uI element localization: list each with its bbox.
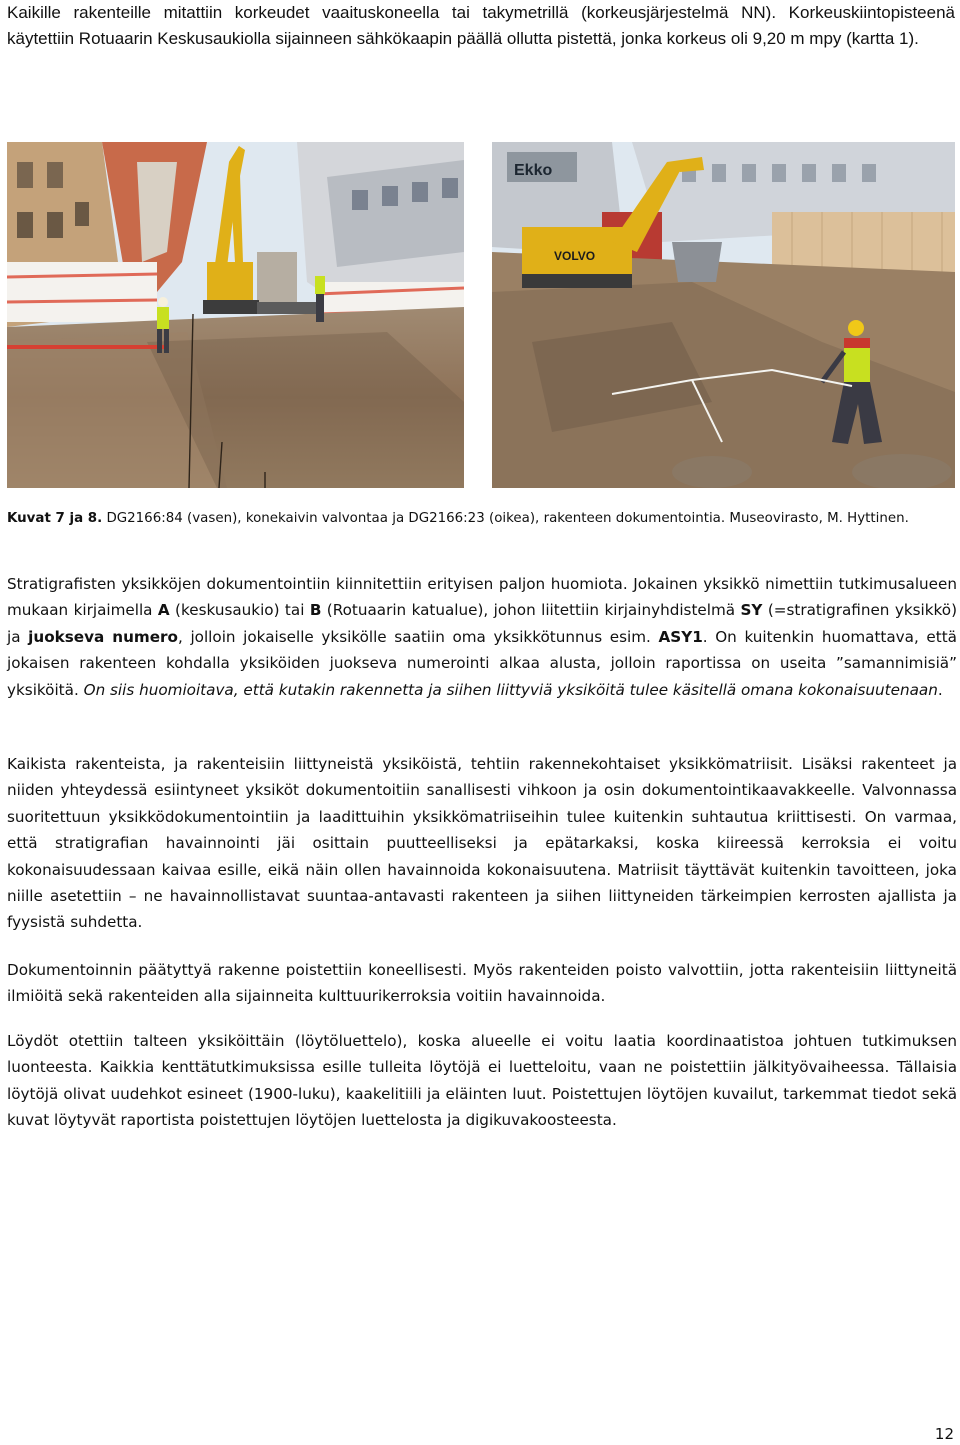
caption-text: DG2166:84 (vasen), konekaivin valvontaa ja DG2166:23 (oikea), rakenteen dokumentointia. Museovirasto, M. Hyttinen. (106, 511, 909, 526)
page-number: 12 (934, 1425, 954, 1443)
caption-label: Kuvat 7 ja 8. (7, 511, 103, 526)
excavator-brand-text: VOLVO (554, 249, 596, 263)
bold-run: A (157, 601, 170, 620)
bold-run: ASY1 (658, 627, 703, 646)
text-run: , jolloin jokaiselle yksikölle saatiin oma yksikkötunnus esim. (177, 627, 659, 646)
bold-run: juokseva numero (28, 627, 178, 646)
text-run: (keskusaukio) tai (169, 601, 310, 620)
shop-sign-text: Ekko (514, 162, 553, 179)
matrix-paragraph: Kaikista rakenteista, ja rakenteisiin liittyneistä yksiköistä, tehtiin rakennekohtaiset yksikkömatriisit. Lisäksi rakenteet ja niiden yhteydessä esiintyneet yksiköt dokumentoitiin sanallisesti vihkoon ja osin dokumentointikaavakkeelle. Valvonnassa suoritettuun yksikködokumentointiin ja laadittuihin yksikkömatriiseihin tulee kuitenkin suhtautua kriittisesti. On varmaa, että stratigrafian havainnointi jäi osittain puutteelliseksi ja epätarkaksi, koska kiireessä kerroksia ei voitu kokonaisuudessaan kaivaa esille, eikä näin ollen havainnoida kokonaisuutena. Matriisit täyttävät kuitenkin tavoitteen, joka niille asetettiin – ne havainnollistavat suuntaa-antavasti rakenteen ja siihen liittyneiden tärkeimpien kerrosten ajallista ja fyysistä suhdetta. (7, 755, 957, 932)
bold-run: SY (740, 601, 763, 620)
intro-paragraph: Kaikille rakenteille mitattiin korkeudet vaaituskoneella tai takymetrillä (korkeusjärjestelmä NN). Korkeuskiintopisteenä käytettiin Rotuaarin Keskusaukiolla sijainneen sähkökaapin päällä ollutta pistettä, jonka korkeus oli 9,20 m mpy (kartta 1). (7, 3, 955, 48)
italic-run: On siis huomioitava, että kutakin rakennetta ja siihen liittyviä yksiköitä tulee käsitellä omana kokonaisuutenaan (83, 680, 938, 699)
text-run: Stratigrafisten yksikköjen dokumentointiin kiinnitettiin erityisen paljon huomiota. Jokainen yksikkö nimettiin tutkimusalueen mukaan kirjaimella (7, 575, 957, 620)
removal-paragraph: Dokumentoinnin päätyttyä rakenne poistettiin koneellisesti. Myös rakenteiden poisto valvottiin, jotta rakenteisiin liittyneitä ilmiöitä sekä rakenteiden alla sijainneita kulttuurikerroksia voitiin havainnoida. (7, 961, 957, 1006)
text-run: (=stratigrafinen yksikkö) ja (7, 601, 958, 646)
bold-run: B (309, 601, 322, 620)
text-run: . (937, 680, 943, 699)
excavation-photo-left (7, 142, 464, 488)
text-run: (Rotuaarin katualue), johon liitettiin kirjainyhdistelmä (321, 601, 741, 620)
text-run: . On kuitenkin huomattava, että jokaisen rakenteen kohdalla yksiköiden juokseva numerointi alkaa alusta, jolloin raportissa on useita ”samannimisiä” yksiköitä. (7, 627, 957, 699)
stratigraphy-paragraph (7, 571, 957, 703)
excavation-photo-right (492, 142, 955, 488)
figure-caption (7, 508, 955, 529)
finds-paragraph: Löydöt otettiin talteen yksiköittäin (löytöluettelo), koska alueelle ei voitu laatia koordinaatistoa johtuen tutkimuksen luonteesta. Kaikkia kenttätutkimuksissa esille tulleita löytöjä ei luetteloitu, vaan ne poistettiin jälkityövaiheessa. Tällaisia löytöjä olivat uudehkot esineet (1900-luku), kaakelitiili ja eläinten luut. Poistettujen löytöjen kuvailut, tarkemmat tiedot sekä kuvat löytyvät raportista poistettujen löytöjen luettelosta ja digikuvakoosteesta. (7, 1032, 957, 1130)
